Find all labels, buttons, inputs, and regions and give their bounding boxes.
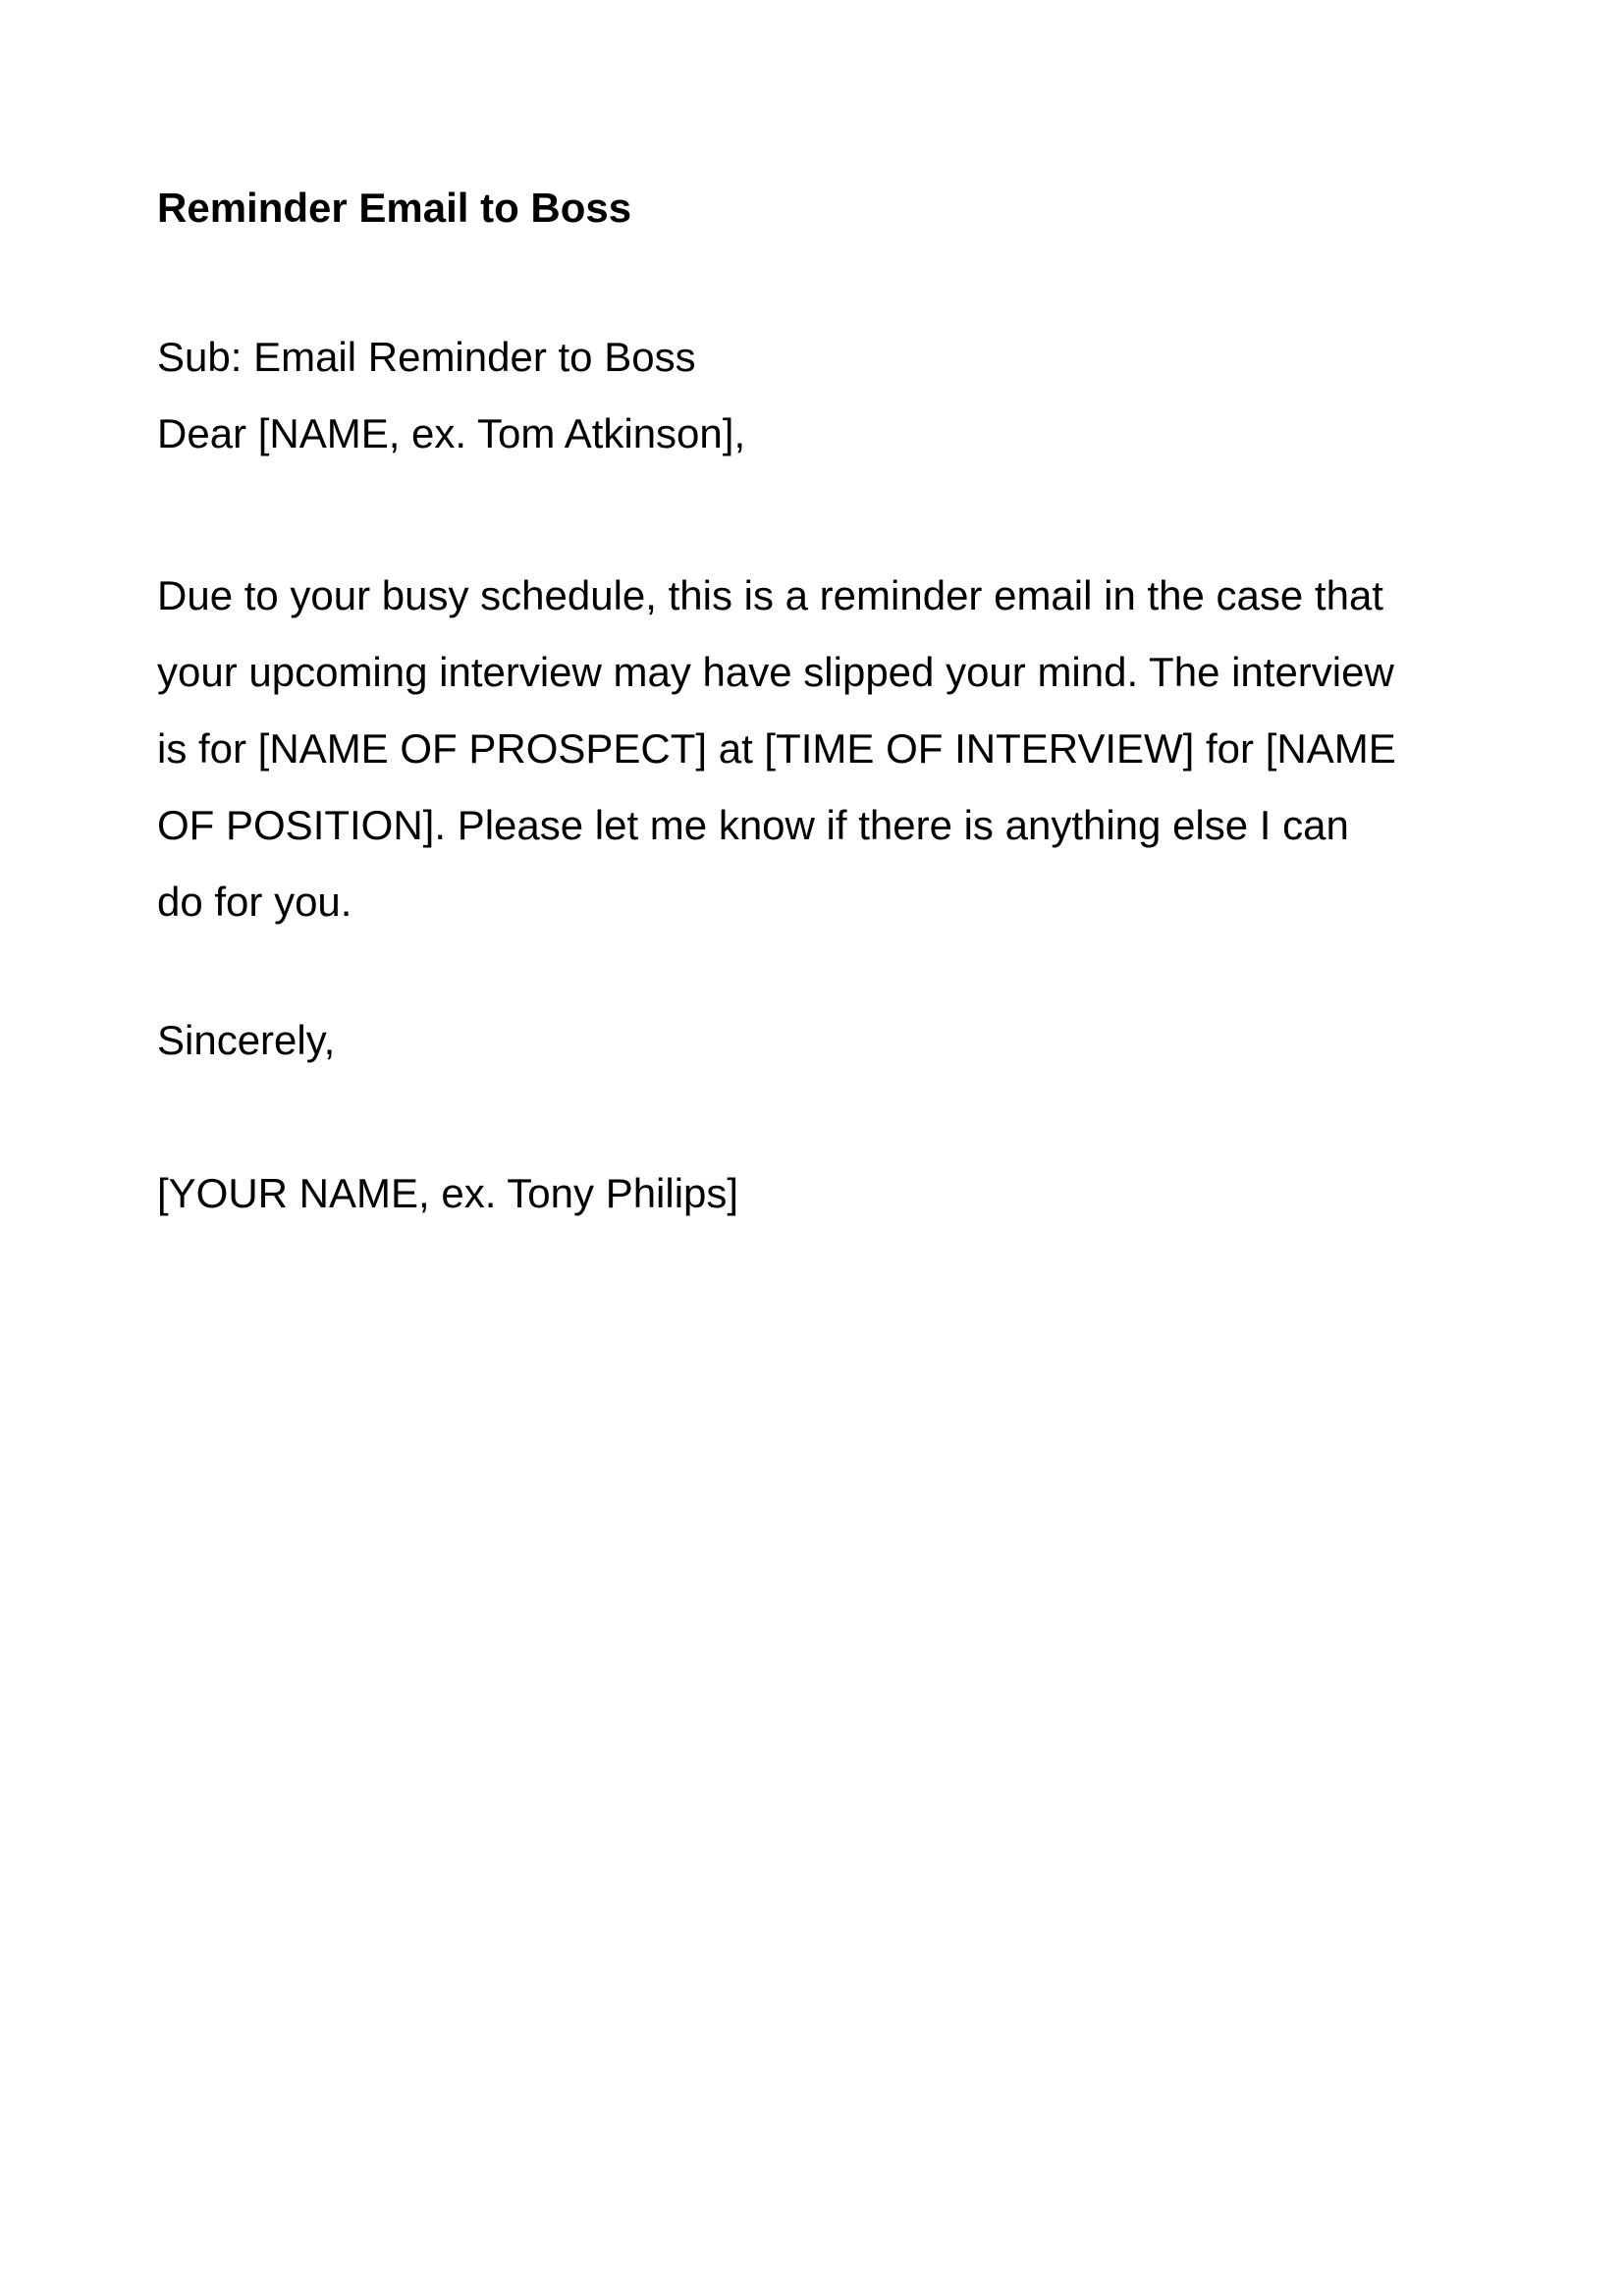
email-greeting: Dear [NAME, ex. Tom Atkinson], [157, 410, 746, 456]
email-body-line: OF POSITION]. Please let me know if there is anything else I can [157, 802, 1349, 848]
email-body-line: is for [NAME OF PROSPECT] at [TIME OF INTERVIEW] for [NAME [157, 725, 1396, 772]
email-body [157, 558, 1492, 940]
email-body-line: your upcoming interview may have slipped your mind. The interview [157, 649, 1394, 695]
email-signature: [YOUR NAME, ex. Tony Philips] [157, 1170, 739, 1216]
email-closing: Sincerely, [157, 1017, 336, 1063]
email-body-line: Due to your busy schedule, this is a reminder email in the case that [157, 572, 1383, 618]
document-title: Reminder Email to Boss [157, 185, 632, 231]
email-body-line: do for you. [157, 879, 352, 925]
email-subject: Sub: Email Reminder to Boss [157, 334, 696, 380]
